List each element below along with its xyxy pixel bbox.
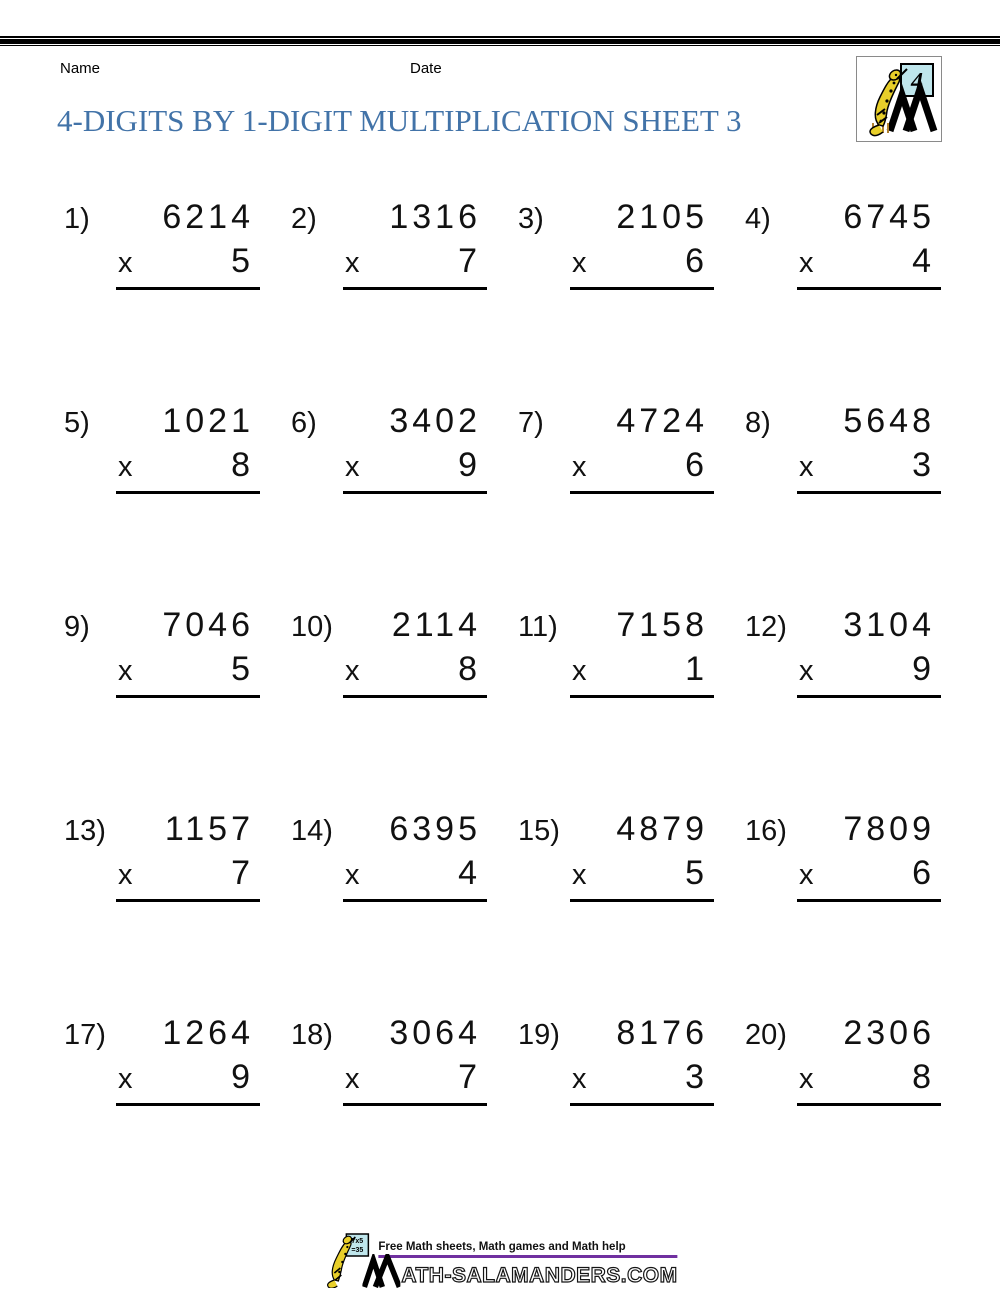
logo-card-number: 4 (911, 69, 923, 95)
problem (64, 802, 254, 1006)
problem-operator: x (118, 451, 133, 483)
problem-multiplier: 9 (912, 650, 935, 688)
problem-label: 18) (291, 1019, 333, 1051)
problem-multiplier: 9 (458, 446, 481, 484)
answer-line (343, 1103, 487, 1106)
problem (291, 394, 481, 598)
problem-multiplier: 3 (912, 446, 935, 484)
problem-multiplier: 5 (231, 650, 254, 688)
problem-label: 9) (64, 611, 90, 643)
problem-operator: x (345, 859, 360, 891)
problem-label: 20) (745, 1019, 787, 1051)
problem-multiplier: 8 (231, 446, 254, 484)
footer-tagline: Free Math sheets, Math games and Math help (378, 1241, 626, 1253)
problem-multiplicand: 6745 (843, 198, 935, 236)
problem-label: 7) (518, 407, 544, 439)
answer-line (116, 899, 260, 902)
problem-label: 17) (64, 1019, 106, 1051)
top-divider (0, 36, 1000, 46)
problem-label: 15) (518, 815, 560, 847)
date-label: Date (410, 60, 442, 77)
problem-multiplicand: 7158 (616, 606, 708, 644)
problem (291, 1006, 481, 1210)
footer-logo (322, 1230, 677, 1288)
problem-operator: x (572, 247, 587, 279)
problem (745, 1006, 935, 1210)
problem-multiplier: 5 (231, 242, 254, 280)
answer-line (116, 695, 260, 698)
problem-label: 10) (291, 611, 333, 643)
problems-grid (64, 190, 935, 1210)
problem-label: 12) (745, 611, 787, 643)
problem-multiplicand: 4879 (616, 810, 708, 848)
problem (64, 190, 254, 394)
problem-multiplicand: 1021 (162, 402, 254, 440)
problem-label: 1) (64, 203, 90, 235)
problem-label: 11) (518, 611, 558, 643)
problem-multiplicand: 7809 (843, 810, 935, 848)
problem-multiplier: 1 (685, 650, 708, 688)
problem (291, 190, 481, 394)
problem (745, 802, 935, 1006)
salamander-logo-icon (857, 57, 939, 139)
footer-board-line2: =35 (351, 1247, 364, 1254)
answer-line (343, 491, 487, 494)
problem-multiplier: 6 (685, 446, 708, 484)
answer-line (116, 287, 260, 290)
problem-multiplier: 9 (231, 1058, 254, 1096)
answer-line (343, 287, 487, 290)
problem-label: 13) (64, 815, 106, 847)
problem-operator: x (345, 1063, 360, 1095)
problem-multiplicand: 8176 (616, 1014, 708, 1052)
problem-label: 3) (518, 203, 544, 235)
problem-multiplier: 6 (685, 242, 708, 280)
footer-m-icon (362, 1254, 400, 1288)
problem-operator: x (572, 451, 587, 483)
problem-multiplier: 8 (912, 1058, 935, 1096)
answer-line (343, 899, 487, 902)
problem-label: 4) (745, 203, 771, 235)
problem-operator: x (118, 859, 133, 891)
problem-multiplicand: 6395 (389, 810, 481, 848)
problem-label: 16) (745, 815, 787, 847)
answer-line (570, 491, 714, 494)
problem-multiplier: 4 (458, 854, 481, 892)
answer-line (570, 287, 714, 290)
answer-line (797, 287, 941, 290)
problem-multiplier: 6 (912, 854, 935, 892)
footer-site-text: ATH-SALAMANDERS.COM (401, 1264, 678, 1287)
problem-operator: x (799, 655, 814, 687)
problem (745, 598, 935, 802)
problem (518, 1006, 708, 1210)
answer-line (797, 899, 941, 902)
math-salamanders-logo (856, 56, 942, 142)
problem-multiplicand: 2306 (843, 1014, 935, 1052)
problem-label: 19) (518, 1019, 560, 1051)
problem-operator: x (118, 655, 133, 687)
problem-label: 14) (291, 815, 333, 847)
problem-label: 6) (291, 407, 317, 439)
problem-multiplicand: 3104 (843, 606, 935, 644)
problem (64, 598, 254, 802)
answer-line (797, 491, 941, 494)
problem-multiplicand: 4724 (616, 402, 708, 440)
problem-operator: x (572, 1063, 587, 1095)
problem (518, 598, 708, 802)
problem-operator: x (799, 451, 814, 483)
problem-multiplier: 3 (685, 1058, 708, 1096)
problem-operator: x (118, 1063, 133, 1095)
answer-line (797, 1103, 941, 1106)
answer-line (570, 899, 714, 902)
problem (518, 394, 708, 598)
answer-line (116, 1103, 260, 1106)
problem-operator: x (799, 859, 814, 891)
problem (518, 802, 708, 1006)
problem-label: 5) (64, 407, 90, 439)
problem (291, 802, 481, 1006)
footer-board-line1: 7x5 (351, 1238, 364, 1245)
problem-multiplicand: 1157 (164, 810, 254, 848)
answer-line (797, 695, 941, 698)
name-label: Name (60, 60, 101, 77)
problem-label: 2) (291, 203, 317, 235)
answer-line (343, 695, 487, 698)
problem-operator: x (345, 247, 360, 279)
problem-multiplier: 8 (458, 650, 481, 688)
problem-multiplicand: 6214 (162, 198, 254, 236)
problem-multiplier: 7 (458, 242, 481, 280)
problem (64, 1006, 254, 1210)
problem-operator: x (572, 859, 587, 891)
problem-multiplier: 7 (458, 1058, 481, 1096)
answer-line (116, 491, 260, 494)
problem-operator: x (345, 451, 360, 483)
page-title: 4-DIGITS BY 1-DIGIT MULTIPLICATION SHEET 3 (57, 103, 742, 138)
problem-multiplicand: 7046 (162, 606, 254, 644)
problem-multiplicand: 3402 (389, 402, 481, 440)
problem (745, 394, 935, 598)
problem (745, 190, 935, 394)
problem-label: 8) (745, 407, 771, 439)
problem-operator: x (118, 247, 133, 279)
problem (518, 190, 708, 394)
problem-operator: x (799, 1063, 814, 1095)
problem-multiplier: 4 (912, 242, 935, 280)
problem-operator: x (345, 655, 360, 687)
problem-multiplicand: 2114 (391, 606, 481, 644)
problem (291, 598, 481, 802)
problem-multiplicand: 2105 (616, 198, 708, 236)
answer-line (570, 695, 714, 698)
problem-multiplicand: 1316 (389, 198, 481, 236)
problem-operator: x (572, 655, 587, 687)
problem-operator: x (799, 247, 814, 279)
problem-multiplicand: 1264 (162, 1014, 254, 1052)
problem-multiplier: 5 (685, 854, 708, 892)
problem-multiplicand: 5648 (843, 402, 935, 440)
problem-multiplier: 7 (231, 854, 254, 892)
problem-multiplicand: 3064 (389, 1014, 481, 1052)
answer-line (570, 1103, 714, 1106)
problem (64, 394, 254, 598)
